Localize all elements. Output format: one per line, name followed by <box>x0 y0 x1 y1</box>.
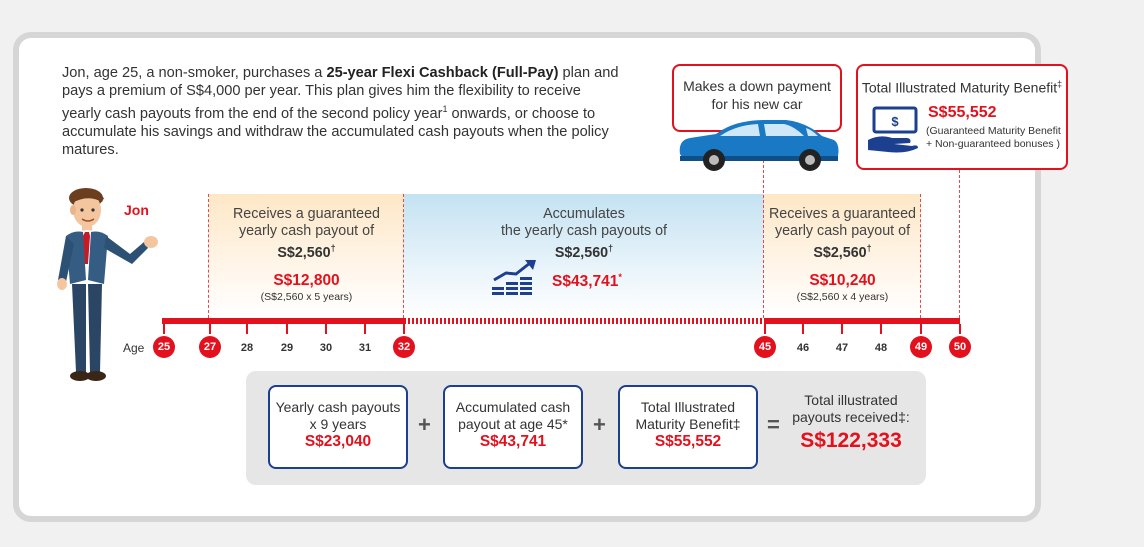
tick <box>764 324 766 334</box>
summary-box-yearly-payouts <box>268 385 408 469</box>
summary-box3-value: S$55,552 <box>654 433 722 450</box>
plus-sign: + <box>418 412 431 437</box>
age-50: 50 <box>949 336 971 358</box>
tick <box>802 324 804 334</box>
coins-growth-icon <box>492 258 542 305</box>
person-name-label: Jon <box>124 202 149 218</box>
zone1-amount-value: S$2,560 <box>277 244 331 261</box>
zone2-total-sup: * <box>618 272 622 282</box>
zone2-amount-sup: † <box>608 243 614 253</box>
summary-box2-line1: Accumulated cash <box>455 399 571 415</box>
zone1-amount <box>209 240 404 262</box>
timeline-segment-2 <box>764 318 960 324</box>
summary-total-value: S$122,333 <box>800 429 902 452</box>
zone3-amount-sup: † <box>866 243 872 253</box>
timeline-segment-1 <box>162 318 404 324</box>
intro-paragraph <box>62 64 622 159</box>
plus-sign: + <box>593 412 606 437</box>
tick <box>246 324 248 334</box>
tick <box>959 324 961 334</box>
summary-total <box>788 392 914 452</box>
tick <box>209 324 211 334</box>
age-28: 28 <box>240 342 254 354</box>
summary-total-line1: Total illustrated <box>804 392 898 408</box>
zone1-line2: yearly cash payout of <box>238 223 375 239</box>
summary-box2-line2: payout at age 45* <box>458 416 568 432</box>
tick <box>364 324 366 334</box>
summary-box1-line1: Yearly cash payouts <box>275 399 401 415</box>
tick <box>403 324 405 334</box>
summary-box3-line2: Maturity Benefit‡ <box>635 416 741 432</box>
zone3-amount <box>764 240 921 262</box>
tick <box>325 324 327 334</box>
age-29: 29 <box>280 342 294 354</box>
maturity-note-2: + Non-guaranteed bonuses ) <box>926 138 1060 150</box>
svg-text:$: $ <box>891 114 899 129</box>
zone1-calc: (S$2,560 x 5 years) <box>260 290 353 303</box>
maturity-title-sup: ‡ <box>1057 79 1063 89</box>
tick <box>286 324 288 334</box>
summary-box-accumulated <box>443 385 583 469</box>
zone3-line2: yearly cash payout of <box>774 223 911 239</box>
zone3-text <box>764 206 921 306</box>
age-48: 48 <box>874 342 888 354</box>
money-hand-icon <box>866 106 920 159</box>
maturity-title-text: Total Illustrated Maturity Benefit <box>861 79 1058 96</box>
summary-box-maturity <box>618 385 758 469</box>
zone1-text <box>209 206 404 306</box>
age-49: 49 <box>910 336 932 358</box>
age-31: 31 <box>358 342 372 354</box>
tick <box>163 324 165 334</box>
zone3-line1: Receives a guaranteed <box>768 206 917 222</box>
age-47: 47 <box>835 342 849 354</box>
divider-age-50 <box>959 170 960 318</box>
summary-total-line2: payouts received‡: <box>792 409 910 425</box>
car-callout-line1: Makes a down payment <box>683 78 831 94</box>
zone3-amount-value: S$2,560 <box>813 244 867 261</box>
equals-sign: = <box>767 412 780 437</box>
age-label: Age <box>123 341 145 355</box>
age-45: 45 <box>754 336 776 358</box>
tick <box>880 324 882 334</box>
age-27: 27 <box>199 336 221 358</box>
zone2-text <box>404 206 764 262</box>
plan-name: 25-year Flexi Cashback (Full-Pay) <box>326 65 559 81</box>
zone1-line1: Receives a guaranteed <box>232 206 381 222</box>
age-25: 25 <box>153 336 175 358</box>
summary-box1-line2: x 9 years <box>309 416 367 432</box>
age-30: 30 <box>319 342 333 354</box>
intro-text-2: plan and pays a premium of S$4,000 per year. This plan gives him the flexibility to receive yearly cash payouts from the end of the second policy year <box>62 65 619 122</box>
tick <box>841 324 843 334</box>
summary-box3-line1: Total Illustrated <box>640 399 736 415</box>
zone2-line2: the yearly cash payouts of <box>500 223 668 239</box>
businessman-icon <box>52 184 162 391</box>
zone3-total: S$10,240 <box>809 271 876 289</box>
footnote-marker: 1 <box>442 104 448 114</box>
age-32: 32 <box>393 336 415 358</box>
zone2-line1: Accumulates <box>543 206 625 222</box>
intro-text-1: Jon, age 25, a non-smoker, purchases a <box>62 65 327 81</box>
timeline-segment-accumulate <box>404 318 764 324</box>
maturity-title <box>858 79 1066 96</box>
zone1-amount-sup: † <box>330 243 336 253</box>
zone2-amount <box>404 240 764 262</box>
intro-text-3: onwards, or choose to accumulate his savings and withdraw the accumulated cash payouts when the policy matures. <box>62 105 609 158</box>
zone2-total <box>552 272 622 291</box>
age-46: 46 <box>796 342 810 354</box>
summary-box1-value: S$23,040 <box>304 433 372 450</box>
car-callout-line2: for his new car <box>711 96 803 112</box>
zone2-amount-value: S$2,560 <box>554 244 609 261</box>
maturity-amount: S$55,552 <box>928 104 997 121</box>
zone1-total: S$12,800 <box>273 271 340 289</box>
zone2-total-value: S$43,741 <box>552 273 619 291</box>
summary-box2-value: S$43,741 <box>479 433 547 450</box>
maturity-note-1: (Guaranteed Maturity Benefit <box>926 125 1061 137</box>
car-icon <box>676 116 842 177</box>
zone3-calc: (S$2,560 x 4 years) <box>796 290 889 303</box>
maturity-benefit-callout <box>856 64 1068 170</box>
tick <box>920 324 922 334</box>
